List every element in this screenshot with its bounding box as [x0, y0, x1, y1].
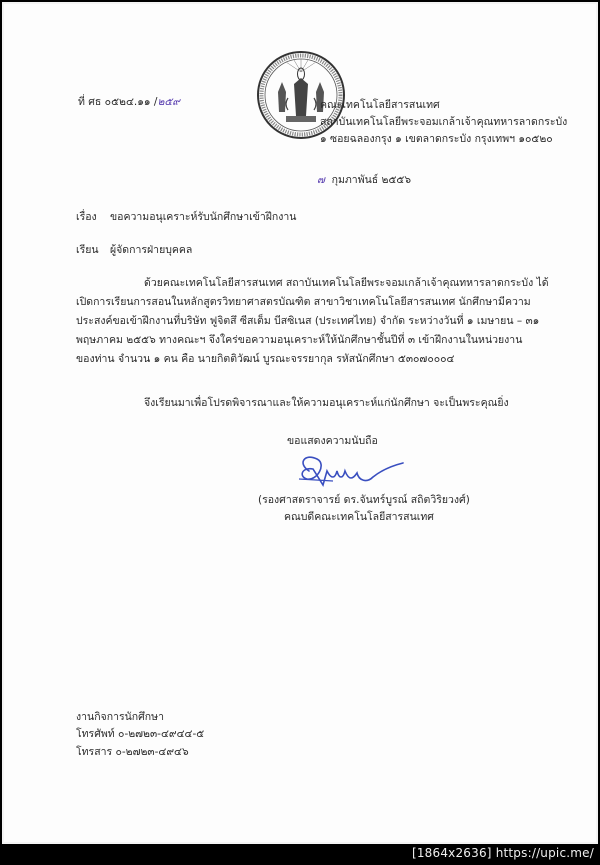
closing-request: จึงเรียนมาเพื่อโปรดพิจารณาและให้ความอนุเคราะห์แก่นักศึกษา จะเป็นพระคุณยิ่ง	[144, 397, 509, 409]
reference-handwritten: ๒๕๙	[157, 96, 180, 108]
sender-institute: สถาบันเทคโนโลยีพระจอมเกล้าเจ้าคุณทหารลาดกระบัง	[320, 116, 568, 128]
body-line: พฤษภาคม ๒๕๕๖ ทางคณะฯ จึงใคร่ขอความอนุเคราะห์ให้นักศึกษาชั้นปีที่ ๓ เข้าฝึกงานในหน่วยงาน	[76, 334, 523, 346]
valediction: ขอแสดงความนับถือ	[287, 435, 378, 447]
letter-date	[317, 173, 411, 188]
body-line: เปิดการเรียนการสอนในหลักสูตรวิทยาศาสตรบัณฑิต สาขาวิชาเทคโนโลยีสารสนเทศ นักศึกษามีความ	[76, 296, 531, 308]
reference-number	[78, 95, 180, 110]
sender-address: ๑ ซอยฉลองกรุง ๑ เขตลาดกระบัง กรุงเทพฯ ๑๐๕๒๐	[320, 133, 553, 145]
signature-icon	[287, 449, 407, 494]
contact-phone: โทรศัพท์ ๐-๒๗๒๓-๔๙๔๔-๕	[76, 728, 205, 740]
signatory-title: คณบดีคณะเทคโนโลยีสารสนเทศ	[284, 511, 434, 523]
subject-label: เรื่อง	[76, 211, 97, 223]
signatory-name: (รองศาสตราจารย์ ดร.จันทร์บูรณ์ สถิตวิริยวงศ์)	[258, 494, 470, 506]
body-line: ประสงค์ขอเข้าฝึกงานที่บริษัท ฟูจิตสึ ซีสเต็ม บีสซิเนส (ประเทศไทย) จำกัด ระหว่างวันที่ ๑ เมษายน – ๓๑	[76, 315, 540, 327]
sender-faculty: คณะเทคโนโลยีสารสนเทศ	[320, 99, 440, 111]
date-day-handwritten: ๗	[317, 174, 325, 186]
date-month-year: กุมภาพันธ์ ๒๕๕๖	[331, 174, 412, 186]
contact-department: งานกิจการนักศึกษา	[76, 711, 164, 723]
subject-text: ขอความอนุเคราะห์รับนักศึกษาเข้าฝึกงาน	[110, 211, 297, 223]
reference-prefix: ที่ ศธ ๐๕๒๔.๑๑ /	[78, 96, 158, 108]
watermark-text: [1864x2636] https://upic.me/	[411, 846, 594, 860]
to-recipient: ผู้จัดการฝ่ายบุคคล	[110, 244, 193, 256]
letter-page	[2, 2, 598, 844]
body-line: ด้วยคณะเทคโนโลยีสารสนเทศ สถาบันเทคโนโลยีพระจอมเกล้าเจ้าคุณทหารลาดกระบัง ได้	[144, 277, 549, 289]
to-label: เรียน	[76, 244, 99, 256]
contact-fax: โทรสาร ๐-๒๗๒๓-๔๙๔๖	[76, 746, 189, 758]
body-line: ของท่าน จำนวน ๑ คน คือ นายกิตติวัฒน์ บูรณะจรรยากุล รหัสนักศึกษา ๕๓๐๗๐๐๐๔	[76, 353, 455, 365]
